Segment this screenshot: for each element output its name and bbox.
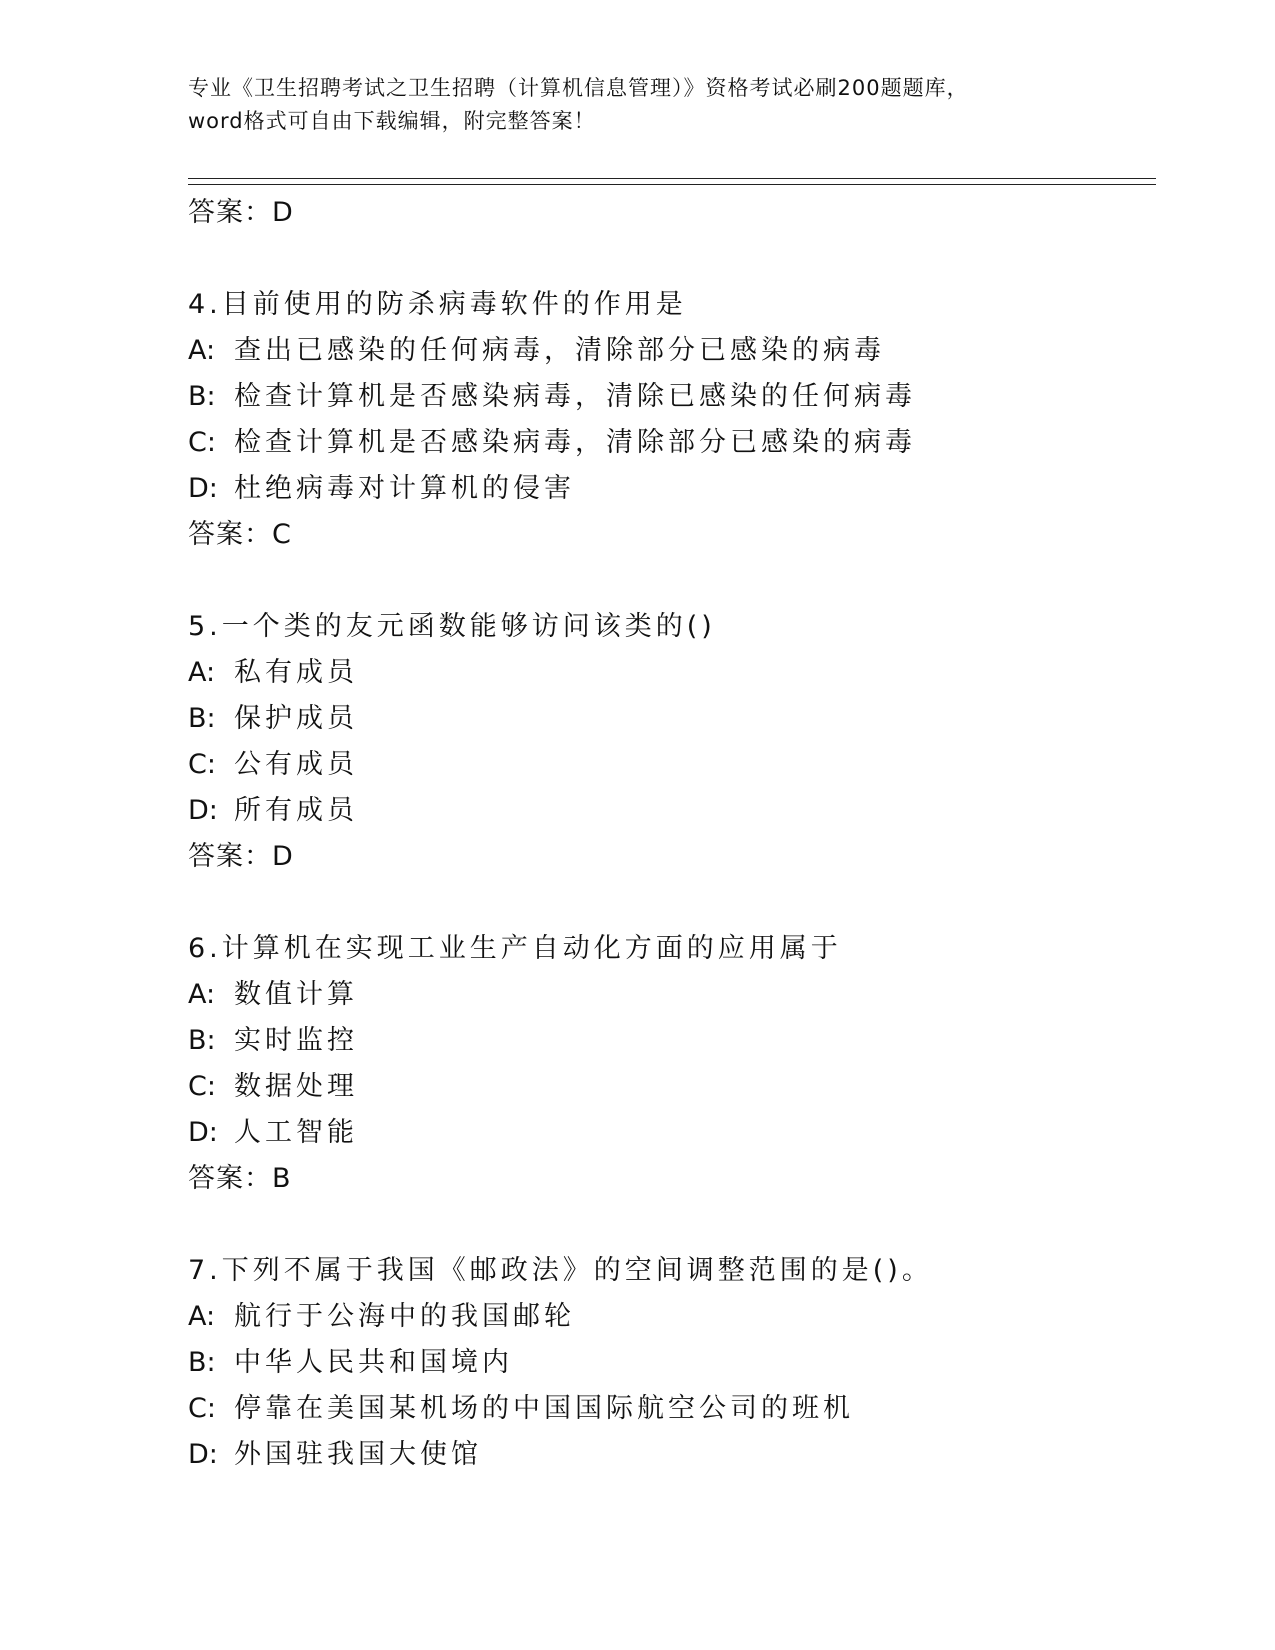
option-a [188,1294,1188,1340]
option-text: 人工智能 [234,1117,358,1148]
option-letter: A: [188,979,216,1010]
option-letter: A: [188,657,216,688]
option-b [188,1340,1188,1386]
option-d [188,1110,1188,1156]
option-c [188,420,1188,466]
option-text: 查出已感染的任何病毒，清除部分已感染的病毒 [234,335,885,366]
option-letter: A: [188,335,216,366]
option-b [188,374,1188,420]
question-7 [188,1248,1188,1478]
option-letter: C: [188,749,216,780]
option-a [188,972,1188,1018]
answer-q5: 答案：D [188,841,294,872]
option-text: 保护成员 [234,703,358,734]
question-5 [188,604,1188,880]
option-a [188,328,1188,374]
option-text: 航行于公海中的我国邮轮 [234,1301,575,1332]
option-letter: D: [188,1117,218,1148]
question-title: 7.下列不属于我国《邮政法》的空间调整范围的是()。 [188,1255,933,1286]
option-letter: D: [188,1439,218,1470]
option-text: 中华人民共和国境内 [234,1347,513,1378]
option-text: 外国驻我国大使馆 [234,1439,482,1470]
option-letter: C: [188,1071,216,1102]
option-text: 检查计算机是否感染病毒，清除部分已感染的病毒 [234,427,916,458]
question-title: 4.目前使用的防杀病毒软件的作用是 [188,289,687,320]
option-letter: C: [188,427,216,458]
answer-q4: 答案：C [188,519,292,550]
option-letter: B: [188,703,216,734]
answer-q3: 答案：D [188,197,294,228]
option-letter: D: [188,795,218,826]
question-title: 6.计算机在实现工业生产自动化方面的应用属于 [188,933,842,964]
option-c [188,1386,1188,1432]
option-text: 停靠在美国某机场的中国国际航空公司的班机 [234,1393,854,1424]
option-text: 私有成员 [234,657,358,688]
option-letter: D: [188,473,218,504]
answer-q6: 答案：B [188,1163,292,1194]
option-a [188,650,1188,696]
option-c [188,1064,1188,1110]
option-text: 数据处理 [234,1071,358,1102]
option-c [188,742,1188,788]
header-line-1: 专业《卫生招聘考试之卫生招聘（计算机信息管理）》资格考试必刷200题题库， [188,76,969,100]
option-letter: B: [188,381,216,412]
option-b [188,696,1188,742]
option-b [188,1018,1188,1064]
option-letter: C: [188,1393,216,1424]
option-text: 所有成员 [234,795,358,826]
header-line-2: word格式可自由下载编辑，附完整答案！ [188,109,596,133]
option-text: 公有成员 [234,749,358,780]
option-text: 实时监控 [234,1025,358,1056]
question-title: 5.一个类的友元函数能够访问该类的() [188,611,716,642]
question-list [188,190,1188,1478]
option-letter: B: [188,1347,216,1378]
option-letter: B: [188,1025,216,1056]
question-4 [188,282,1188,558]
option-text: 杜绝病毒对计算机的侵害 [234,473,575,504]
question-6 [188,926,1188,1202]
option-text: 数值计算 [234,979,358,1010]
option-d [188,1432,1188,1478]
option-d [188,466,1188,512]
option-text: 检查计算机是否感染病毒，清除已感染的任何病毒 [234,381,916,412]
header-divider-top [188,178,1156,179]
header-divider-bottom [188,184,1156,185]
option-d [188,788,1188,834]
document-header [188,72,1088,138]
option-letter: A: [188,1301,216,1332]
